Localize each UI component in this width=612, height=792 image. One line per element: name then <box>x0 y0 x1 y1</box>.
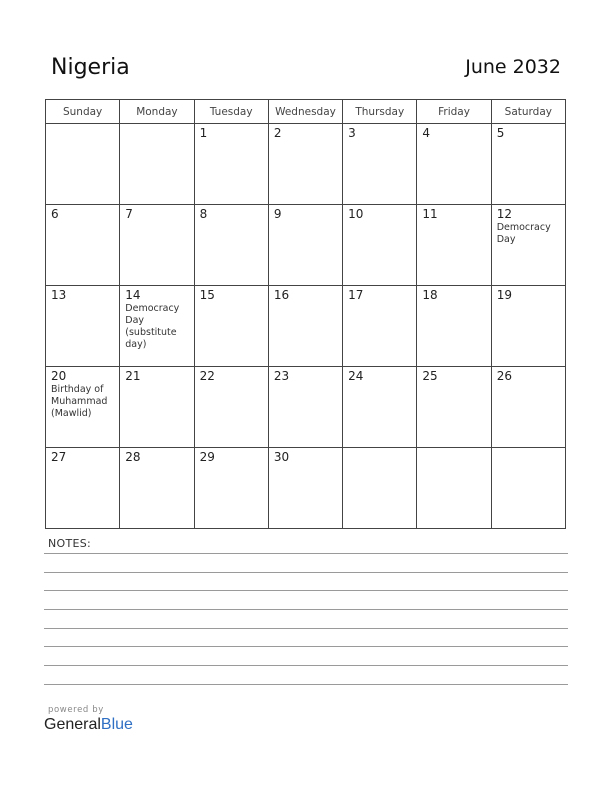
day-number: 8 <box>199 207 208 221</box>
holiday-label: Democracy Day (substitute day) <box>125 303 180 350</box>
brand-name-blue: Blue <box>100 716 133 733</box>
day-cell <box>120 448 194 529</box>
day-cell <box>46 205 120 286</box>
day-cell <box>46 367 120 448</box>
weekday-thursday: Thursday <box>343 100 417 124</box>
day-number: 17 <box>348 288 364 302</box>
day-number: 5 <box>496 126 505 140</box>
day-number: 1 <box>199 126 208 140</box>
day-number: 29 <box>199 450 215 464</box>
day-cell <box>343 205 417 286</box>
day-cell <box>417 124 491 205</box>
day-number: 19 <box>496 288 512 302</box>
notes-label: NOTES: <box>48 537 92 550</box>
day-number: 7 <box>125 207 133 221</box>
note-line <box>44 665 568 666</box>
day-cell <box>194 124 268 205</box>
week-row-5 <box>46 448 566 529</box>
day-number: 2 <box>273 126 282 140</box>
weekday-header-row <box>46 100 566 124</box>
day-cell <box>194 448 268 529</box>
day-cell <box>194 205 268 286</box>
day-cell <box>120 286 194 367</box>
day-cell <box>268 448 342 529</box>
note-line <box>44 646 568 647</box>
brand-name-general: General <box>44 716 101 733</box>
week-row-4 <box>46 367 566 448</box>
day-cell <box>491 367 565 448</box>
note-line <box>44 684 568 685</box>
day-cell <box>491 448 565 529</box>
day-cell <box>46 286 120 367</box>
day-number: 23 <box>273 369 290 383</box>
day-cell <box>491 205 565 286</box>
day-cell <box>417 448 491 529</box>
day-cell <box>343 124 417 205</box>
day-number: 14 <box>125 288 141 302</box>
brand-name <box>44 716 133 734</box>
weekday-saturday: Saturday <box>491 100 565 124</box>
day-cell <box>343 448 417 529</box>
week-row-2 <box>46 205 566 286</box>
day-number: 21 <box>125 369 141 383</box>
note-line <box>44 590 568 591</box>
week-row-3 <box>46 286 566 367</box>
day-number: 13 <box>51 288 67 302</box>
day-number: 10 <box>348 207 364 221</box>
weekday-sunday: Sunday <box>46 100 120 124</box>
day-number: 11 <box>422 207 438 221</box>
day-cell <box>194 286 268 367</box>
note-line <box>44 628 568 629</box>
generalblue-logo <box>44 705 133 734</box>
day-number: 15 <box>199 288 215 302</box>
day-number: 4 <box>422 126 431 140</box>
week-row-1 <box>46 124 566 205</box>
day-cell <box>46 124 120 205</box>
day-cell <box>417 367 491 448</box>
holiday-label: Democracy Day <box>496 222 551 245</box>
day-cell <box>417 286 491 367</box>
day-cell <box>268 124 342 205</box>
day-number: 12 <box>496 207 512 221</box>
day-cell <box>268 286 342 367</box>
day-cell <box>120 124 194 205</box>
day-cell <box>343 286 417 367</box>
day-cell <box>120 205 194 286</box>
powered-by-text: powered by <box>48 705 104 715</box>
weekday-monday: Monday <box>120 100 194 124</box>
day-number: 3 <box>348 126 356 140</box>
calendar-grid <box>45 99 566 529</box>
day-number: 22 <box>199 369 215 383</box>
day-cell <box>120 367 194 448</box>
day-cell <box>417 205 491 286</box>
day-cell <box>46 448 120 529</box>
day-number: 16 <box>273 288 290 302</box>
weekday-wednesday: Wednesday <box>268 100 342 124</box>
day-number: 18 <box>422 288 438 302</box>
calendar-country-title: Nigeria <box>51 55 130 80</box>
weekday-tuesday: Tuesday <box>194 100 268 124</box>
holiday-label: Birthday of Muhammad (Mawlid) <box>51 384 108 419</box>
day-number: 25 <box>422 369 438 383</box>
day-number: 30 <box>273 450 290 464</box>
day-number: 27 <box>51 450 67 464</box>
day-cell <box>268 205 342 286</box>
weekday-friday: Friday <box>417 100 491 124</box>
day-cell <box>268 367 342 448</box>
day-cell <box>343 367 417 448</box>
day-number: 24 <box>348 369 364 383</box>
day-number: 20 <box>51 369 67 383</box>
note-line <box>44 553 568 554</box>
note-line <box>44 609 568 610</box>
day-cell <box>194 367 268 448</box>
note-line <box>44 572 568 573</box>
day-number: 26 <box>496 369 512 383</box>
calendar-month-title: June 2032 <box>465 56 561 78</box>
day-number: 28 <box>125 450 141 464</box>
day-cell <box>491 124 565 205</box>
day-cell <box>491 286 565 367</box>
day-number: 9 <box>273 207 282 221</box>
day-number: 6 <box>51 207 59 221</box>
